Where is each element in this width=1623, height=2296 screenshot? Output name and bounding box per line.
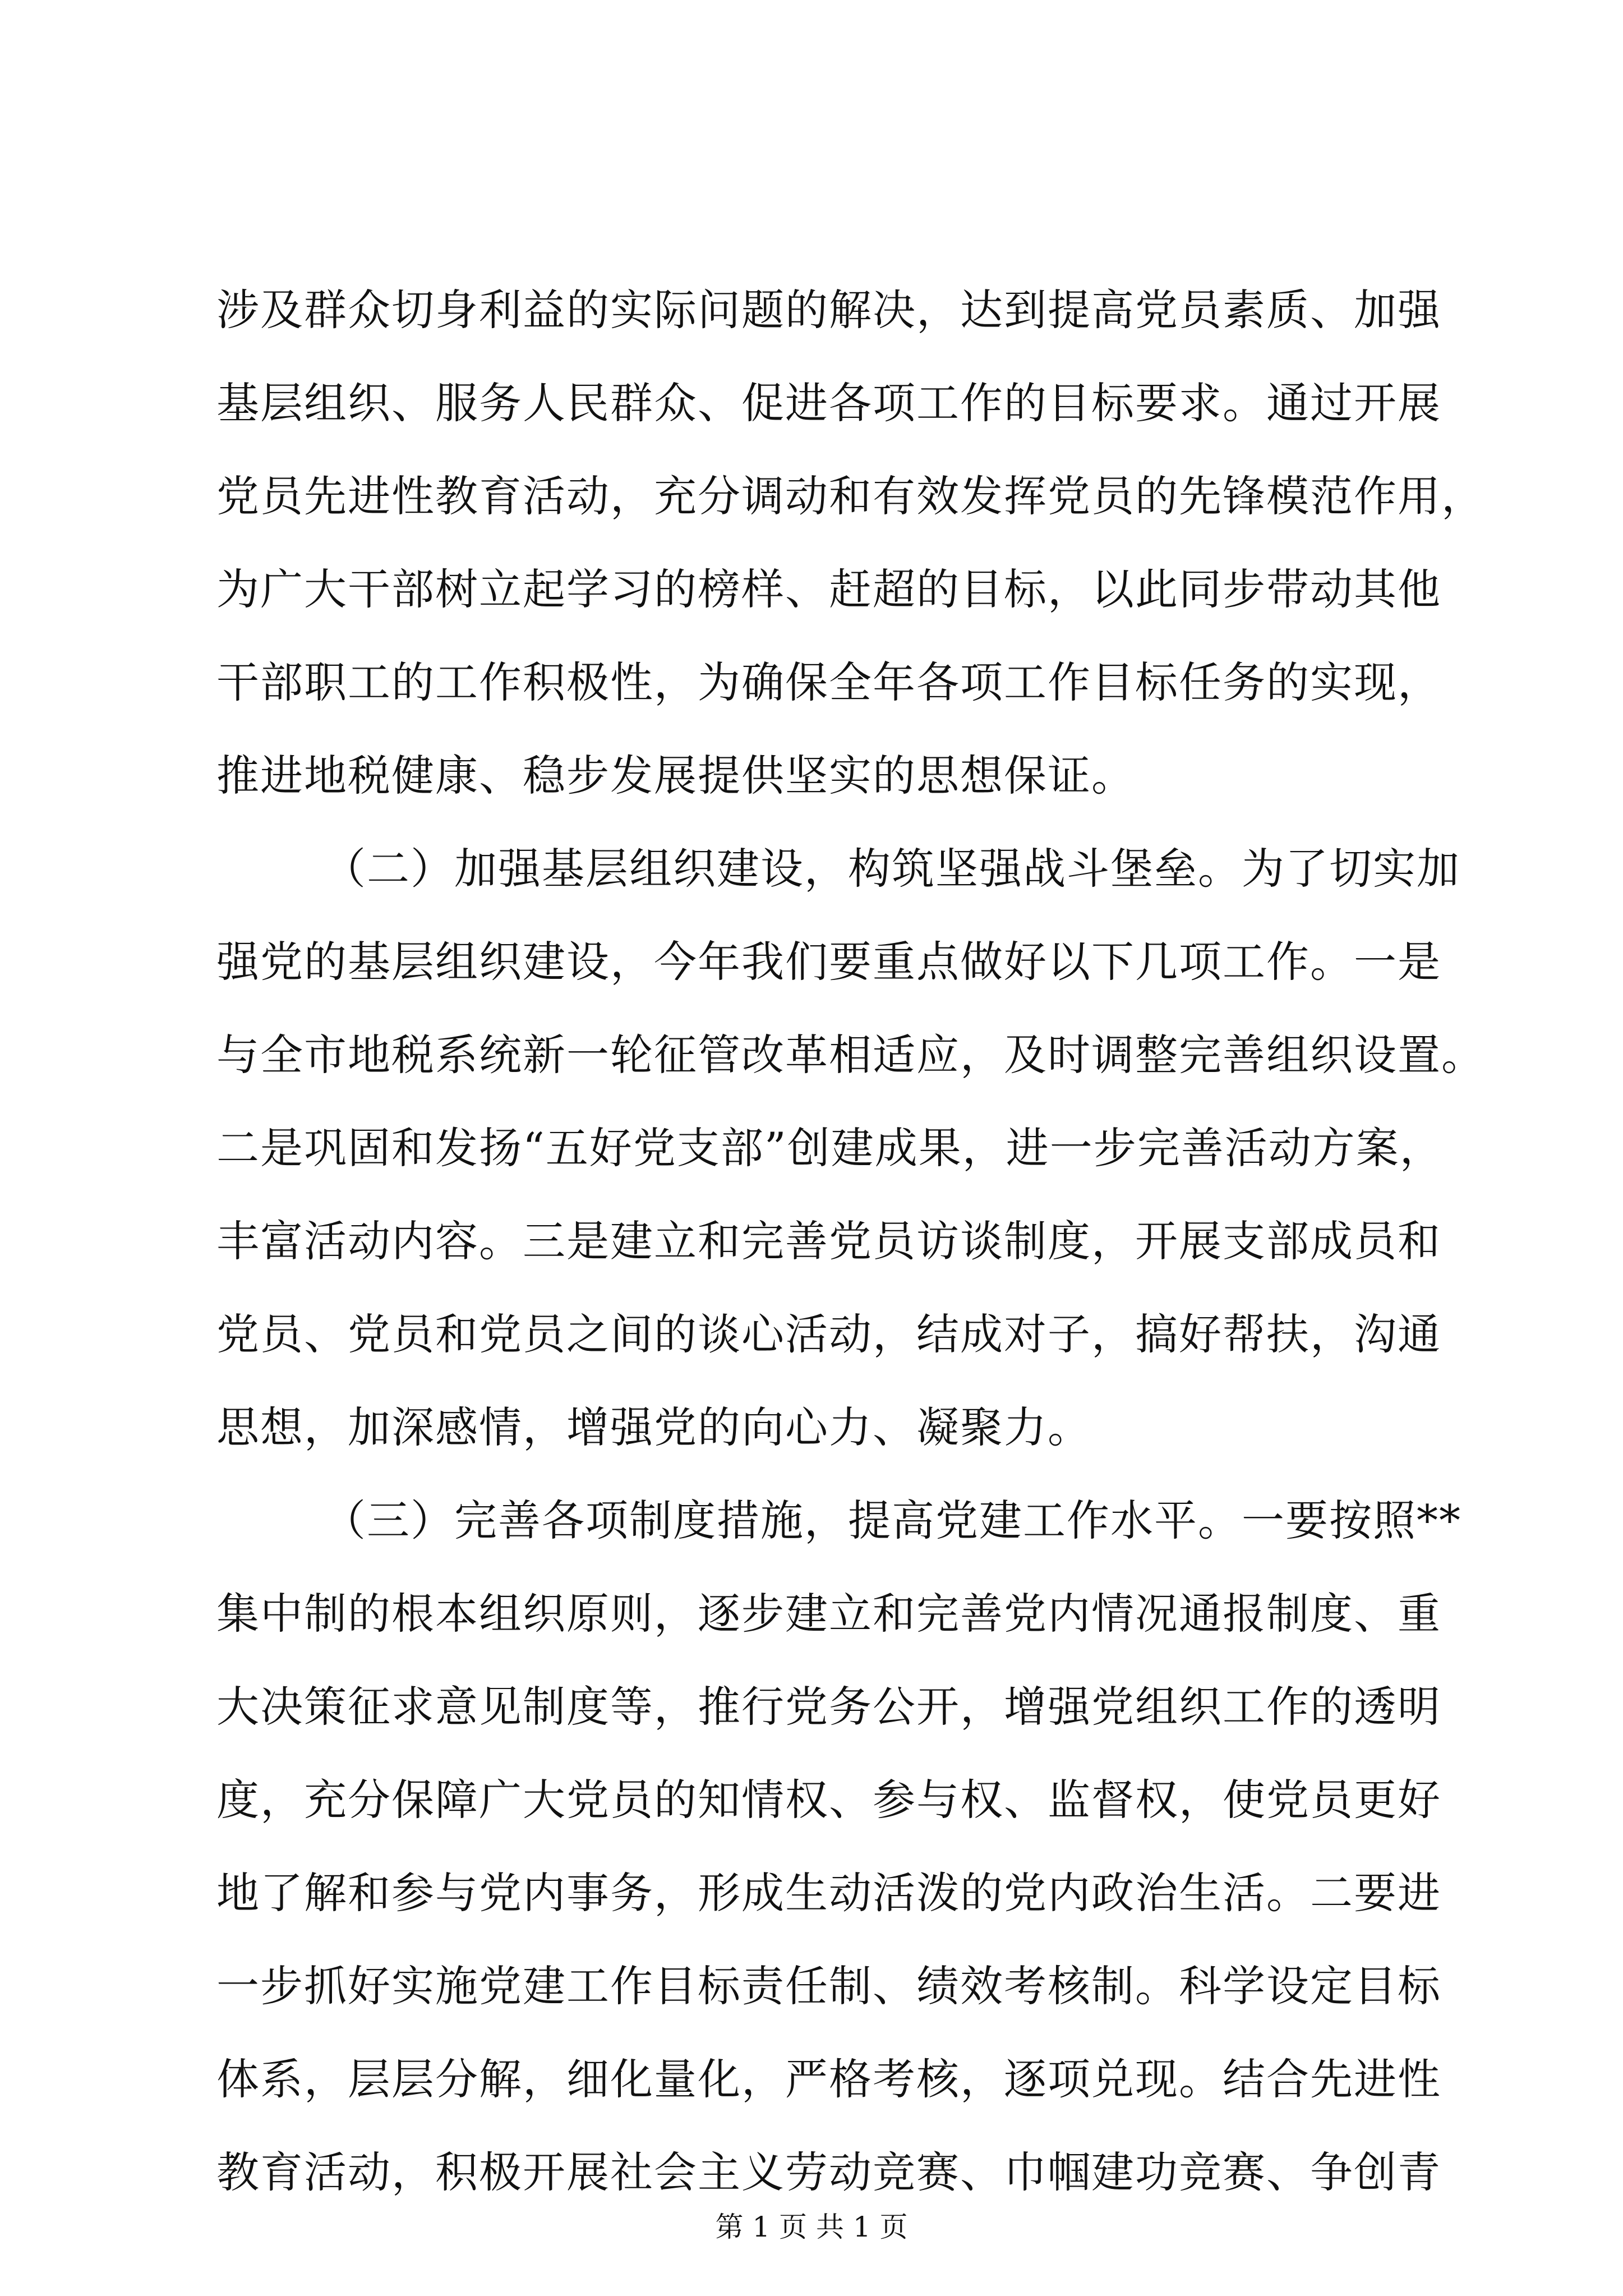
section-heading-line: （三）完善各项制度措施，提高党建工作水平。一要按照**	[323, 1496, 1461, 1545]
text-line: 体系，层层分解，细化量化，严格考核，逐项兑现。结合先进性	[216, 2054, 1441, 2104]
text-line: 二是巩固和发扬“五好党支部”创建成果，进一步完善活动方案，	[216, 1123, 1444, 1173]
text-line: 一步抓好实施党建工作目标责任制、绩效考核制。科学设定目标	[216, 1961, 1441, 2011]
text-line: 干部职工的工作积极性，为确保全年各项工作目标任务的实现，	[216, 657, 1441, 707]
text-line: 党员先进性教育活动，充分调动和有效发挥党员的先锋模范作用，	[216, 471, 1485, 521]
text-line: 地了解和参与党内事务，形成生动活泼的党内政治生活。二要进	[216, 1868, 1441, 1918]
text-line: 党员、党员和党员之间的谈心活动，结成对子，搞好帮扶，沟通	[216, 1309, 1441, 1359]
page-footer: 第 1 页 共 1 页	[715, 2211, 908, 2243]
section-heading-line: （二）加强基层组织建设，构筑坚强战斗堡垒。为了切实加	[323, 844, 1460, 894]
body-text	[216, 264, 1501, 2219]
text-line: 度，充分保障广大党员的知情权、参与权、监督权，使党员更好	[216, 1775, 1441, 1825]
text-line: 涉及群众切身利益的实际问题的解决，达到提高党员素质、加强	[216, 285, 1441, 335]
text-line: 强党的基层组织建设，今年我们要重点做好以下几项工作。一是	[216, 937, 1441, 987]
text-line: 丰富活动内容。三是建立和完善党员访谈制度，开展支部成员和	[216, 1216, 1441, 1266]
text-line: 为广大干部树立起学习的榜样、赶超的目标，以此同步带动其他	[216, 564, 1441, 614]
text-line: 基层组织、服务人民群众、促进各项工作的目标要求。通过开展	[216, 378, 1441, 428]
text-line: 思想，加深感情，增强党的向心力、凝聚力。	[216, 1402, 1091, 1452]
text-line: 教育活动，积极开展社会主义劳动竞赛、巾帼建功竞赛、争创青	[216, 2147, 1441, 2197]
text-line: 推进地税健康、稳步发展提供坚实的思想保证。	[216, 751, 1135, 800]
text-line: 集中制的根本组织原则，逐步建立和完善党内情况通报制度、重	[216, 1589, 1441, 1639]
text-line: 大决策征求意见制度等，推行党务公开，增强党组织工作的透明	[216, 1682, 1441, 1732]
text-line: 与全市地税系统新一轮征管改革相适应，及时调整完善组织设置。	[216, 1030, 1485, 1080]
